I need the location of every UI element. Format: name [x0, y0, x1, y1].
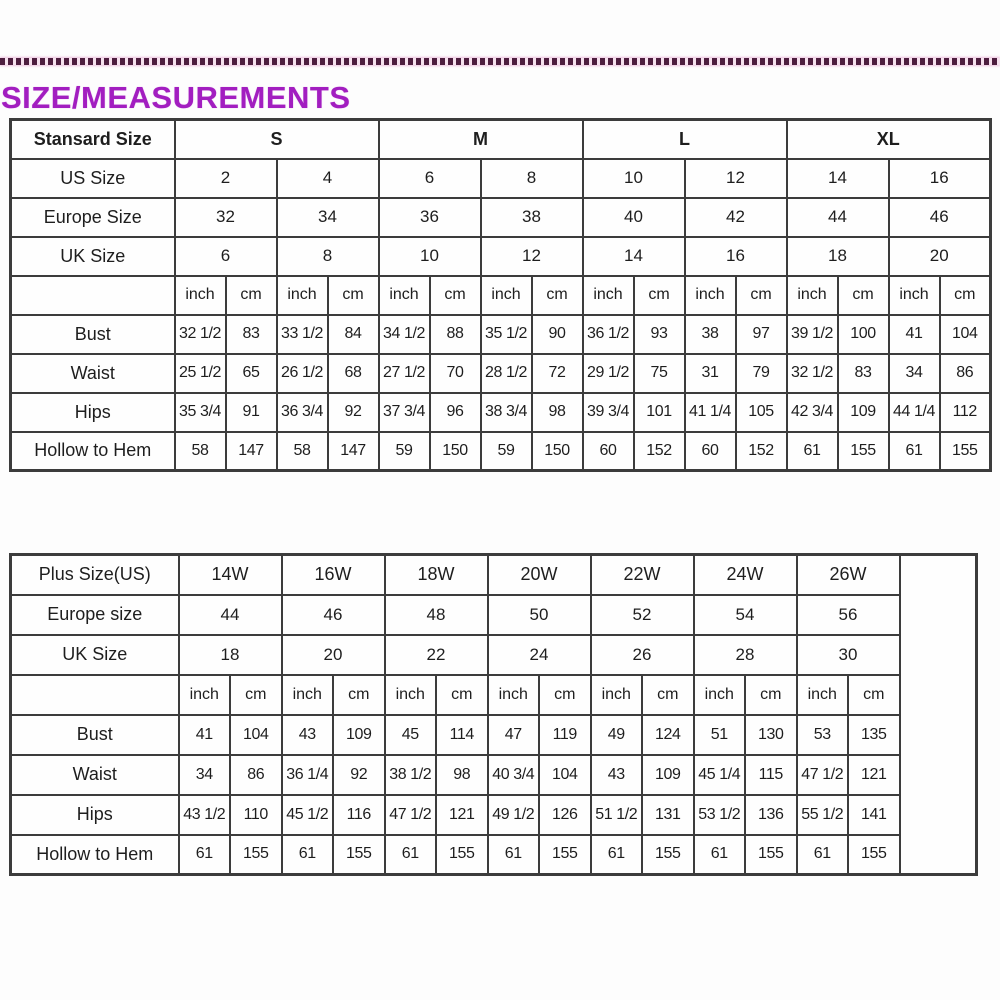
measure-value-cell: 53 1/2 [694, 795, 746, 835]
unit-cell: inch [583, 276, 634, 315]
unit-cell: inch [175, 276, 226, 315]
size-header-cell: 22W [591, 555, 694, 595]
measure-value-cell: 155 [539, 835, 591, 875]
measure-value-cell: 152 [736, 432, 787, 471]
measure-value-cell: 45 1/2 [282, 795, 334, 835]
size-value-cell: 38 [481, 198, 583, 237]
size-header-cell: S [175, 120, 379, 159]
measure-value-cell: 90 [532, 315, 583, 354]
measure-value-cell: 97 [736, 315, 787, 354]
measure-value-cell: 155 [333, 835, 385, 875]
size-value-cell: 44 [787, 198, 889, 237]
measure-value-cell: 61 [488, 835, 540, 875]
unit-cell: cm [532, 276, 583, 315]
measure-value-cell: 124 [642, 715, 694, 755]
measure-value-cell: 61 [787, 432, 838, 471]
measure-value-cell: 31 [685, 354, 736, 393]
row-label [11, 276, 175, 315]
unit-cell: inch [481, 276, 532, 315]
size-value-cell: 26 [591, 635, 694, 675]
measure-value-cell: 28 1/2 [481, 354, 532, 393]
measure-value-cell: 109 [333, 715, 385, 755]
measure-value-cell: 36 1/4 [282, 755, 334, 795]
measure-value-cell: 42 3/4 [787, 393, 838, 432]
measure-value-cell: 83 [838, 354, 889, 393]
size-header-cell: 20W [488, 555, 591, 595]
table-row [11, 120, 991, 159]
measure-value-cell: 34 [889, 354, 940, 393]
table-row [11, 315, 991, 354]
unit-cell: inch [787, 276, 838, 315]
measure-value-cell: 93 [634, 315, 685, 354]
row-label: Hollow to Hem [11, 835, 179, 875]
size-value-cell: 34 [277, 198, 379, 237]
size-value-cell: 4 [277, 159, 379, 198]
measure-value-cell: 121 [436, 795, 488, 835]
unit-cell: inch [685, 276, 736, 315]
measure-value-cell: 41 [889, 315, 940, 354]
measure-value-cell: 109 [838, 393, 889, 432]
table-row [11, 276, 991, 315]
unit-cell: inch [277, 276, 328, 315]
measure-value-cell: 61 [385, 835, 437, 875]
measure-value-cell: 43 1/2 [179, 795, 231, 835]
measure-value-cell: 41 1/4 [685, 393, 736, 432]
measure-value-cell: 136 [745, 795, 797, 835]
size-value-cell: 12 [685, 159, 787, 198]
measure-value-cell: 59 [481, 432, 532, 471]
measure-value-cell: 61 [591, 835, 643, 875]
size-header-cell: XL [787, 120, 991, 159]
measure-value-cell: 104 [539, 755, 591, 795]
measure-value-cell: 25 1/2 [175, 354, 226, 393]
measure-value-cell: 35 3/4 [175, 393, 226, 432]
measure-value-cell: 84 [328, 315, 379, 354]
measure-value-cell: 155 [436, 835, 488, 875]
measure-value-cell: 39 1/2 [787, 315, 838, 354]
measure-value-cell: 86 [940, 354, 991, 393]
measure-value-cell: 33 1/2 [277, 315, 328, 354]
size-value-cell: 40 [583, 198, 685, 237]
row-label: UK Size [11, 237, 175, 276]
size-value-cell: 56 [797, 595, 900, 635]
size-value-cell: 42 [685, 198, 787, 237]
unit-cell: inch [179, 675, 231, 715]
size-value-cell: 36 [379, 198, 481, 237]
corner-label: Plus Size(US) [11, 555, 179, 595]
measure-value-cell: 92 [333, 755, 385, 795]
unit-cell: inch [488, 675, 540, 715]
measure-value-cell: 112 [940, 393, 991, 432]
measure-value-cell: 41 [179, 715, 231, 755]
measure-value-cell: 32 1/2 [175, 315, 226, 354]
size-header-cell: 16W [282, 555, 385, 595]
measure-value-cell: 38 [685, 315, 736, 354]
measure-value-cell: 45 1/4 [694, 755, 746, 795]
measure-value-cell: 83 [226, 315, 277, 354]
unit-cell: inch [889, 276, 940, 315]
measure-value-cell: 116 [333, 795, 385, 835]
measure-value-cell: 61 [282, 835, 334, 875]
standard-size-table-container [9, 118, 992, 472]
measure-value-cell: 34 [179, 755, 231, 795]
measure-value-cell: 36 3/4 [277, 393, 328, 432]
table-row [11, 835, 977, 875]
measure-value-cell: 58 [277, 432, 328, 471]
plus-size-table [9, 553, 978, 876]
table-row [11, 675, 977, 715]
table-row [11, 555, 977, 595]
size-value-cell: 18 [179, 635, 282, 675]
measure-value-cell: 72 [532, 354, 583, 393]
size-value-cell: 46 [889, 198, 991, 237]
size-value-cell: 48 [385, 595, 488, 635]
measure-value-cell: 60 [685, 432, 736, 471]
table-row [11, 198, 991, 237]
size-value-cell: 46 [282, 595, 385, 635]
size-value-cell: 2 [175, 159, 277, 198]
measure-value-cell: 43 [591, 755, 643, 795]
measure-value-cell: 44 1/4 [889, 393, 940, 432]
size-header-cell: L [583, 120, 787, 159]
row-label: Waist [11, 354, 175, 393]
measure-value-cell: 27 1/2 [379, 354, 430, 393]
page-title: SIZE/MEASUREMENTS [1, 80, 351, 115]
measure-value-cell: 92 [328, 393, 379, 432]
measure-value-cell: 61 [694, 835, 746, 875]
size-value-cell: 14 [583, 237, 685, 276]
size-header-cell: 26W [797, 555, 900, 595]
measure-value-cell: 98 [532, 393, 583, 432]
measure-value-cell: 121 [848, 755, 900, 795]
row-label: Hollow to Hem [11, 432, 175, 471]
dashed-divider [0, 58, 1000, 65]
measure-value-cell: 104 [940, 315, 991, 354]
measure-value-cell: 115 [745, 755, 797, 795]
measure-value-cell: 126 [539, 795, 591, 835]
table-row [11, 755, 977, 795]
row-label: Hips [11, 795, 179, 835]
measure-value-cell: 29 1/2 [583, 354, 634, 393]
size-value-cell: 52 [591, 595, 694, 635]
size-value-cell: 8 [481, 159, 583, 198]
measure-value-cell: 100 [838, 315, 889, 354]
measure-value-cell: 43 [282, 715, 334, 755]
measure-value-cell: 26 1/2 [277, 354, 328, 393]
table-row [11, 595, 977, 635]
size-value-cell: 14 [787, 159, 889, 198]
unit-cell: cm [333, 675, 385, 715]
unit-cell: inch [385, 675, 437, 715]
unit-cell: inch [797, 675, 849, 715]
measure-value-cell: 68 [328, 354, 379, 393]
unit-cell: inch [591, 675, 643, 715]
table-row [11, 354, 991, 393]
table-row [11, 159, 991, 198]
table-row [11, 432, 991, 471]
measure-value-cell: 104 [230, 715, 282, 755]
unit-cell: cm [539, 675, 591, 715]
table-row [11, 795, 977, 835]
measure-value-cell: 155 [745, 835, 797, 875]
unit-cell: cm [436, 675, 488, 715]
measure-value-cell: 155 [838, 432, 889, 471]
measure-value-cell: 114 [436, 715, 488, 755]
size-value-cell: 16 [685, 237, 787, 276]
size-value-cell: 12 [481, 237, 583, 276]
measure-value-cell: 53 [797, 715, 849, 755]
row-label: Europe Size [11, 198, 175, 237]
unit-cell: cm [634, 276, 685, 315]
empty-cell [900, 555, 977, 875]
measure-value-cell: 60 [583, 432, 634, 471]
size-value-cell: 50 [488, 595, 591, 635]
row-label: Bust [11, 715, 179, 755]
measure-value-cell: 40 3/4 [488, 755, 540, 795]
unit-cell: inch [694, 675, 746, 715]
table-row [11, 635, 977, 675]
size-header-cell: 18W [385, 555, 488, 595]
unit-cell: cm [430, 276, 481, 315]
measure-value-cell: 147 [328, 432, 379, 471]
measure-value-cell: 59 [379, 432, 430, 471]
row-label: Europe size [11, 595, 179, 635]
row-label: UK Size [11, 635, 179, 675]
unit-cell: cm [328, 276, 379, 315]
measure-value-cell: 131 [642, 795, 694, 835]
measure-value-cell: 155 [642, 835, 694, 875]
table-row [11, 715, 977, 755]
measure-value-cell: 45 [385, 715, 437, 755]
measure-value-cell: 70 [430, 354, 481, 393]
size-value-cell: 30 [797, 635, 900, 675]
measure-value-cell: 119 [539, 715, 591, 755]
measure-value-cell: 109 [642, 755, 694, 795]
size-header-cell: 14W [179, 555, 282, 595]
measure-value-cell: 101 [634, 393, 685, 432]
measure-value-cell: 79 [736, 354, 787, 393]
size-value-cell: 22 [385, 635, 488, 675]
measure-value-cell: 34 1/2 [379, 315, 430, 354]
row-label: US Size [11, 159, 175, 198]
size-value-cell: 28 [694, 635, 797, 675]
row-label [11, 675, 179, 715]
measure-value-cell: 61 [179, 835, 231, 875]
size-value-cell: 44 [179, 595, 282, 635]
unit-cell: cm [848, 675, 900, 715]
measure-value-cell: 86 [230, 755, 282, 795]
size-value-cell: 54 [694, 595, 797, 635]
measure-value-cell: 49 [591, 715, 643, 755]
measure-value-cell: 47 [488, 715, 540, 755]
measure-value-cell: 135 [848, 715, 900, 755]
size-value-cell: 6 [175, 237, 277, 276]
row-label: Waist [11, 755, 179, 795]
measure-value-cell: 65 [226, 354, 277, 393]
measure-value-cell: 105 [736, 393, 787, 432]
plus-size-table-container [9, 553, 978, 876]
size-value-cell: 32 [175, 198, 277, 237]
table-row [11, 393, 991, 432]
measure-value-cell: 91 [226, 393, 277, 432]
measure-value-cell: 147 [226, 432, 277, 471]
measure-value-cell: 75 [634, 354, 685, 393]
measure-value-cell: 58 [175, 432, 226, 471]
unit-cell: cm [642, 675, 694, 715]
measure-value-cell: 51 1/2 [591, 795, 643, 835]
size-value-cell: 10 [583, 159, 685, 198]
row-label: Hips [11, 393, 175, 432]
unit-cell: cm [940, 276, 991, 315]
measure-value-cell: 150 [430, 432, 481, 471]
measure-value-cell: 155 [230, 835, 282, 875]
measure-value-cell: 88 [430, 315, 481, 354]
measure-value-cell: 51 [694, 715, 746, 755]
measure-value-cell: 47 1/2 [797, 755, 849, 795]
unit-cell: cm [745, 675, 797, 715]
size-header-cell: M [379, 120, 583, 159]
row-label: Bust [11, 315, 175, 354]
measure-value-cell: 36 1/2 [583, 315, 634, 354]
measure-value-cell: 32 1/2 [787, 354, 838, 393]
measure-value-cell: 96 [430, 393, 481, 432]
size-value-cell: 20 [282, 635, 385, 675]
measure-value-cell: 37 3/4 [379, 393, 430, 432]
measure-value-cell: 155 [848, 835, 900, 875]
unit-cell: cm [838, 276, 889, 315]
measure-value-cell: 49 1/2 [488, 795, 540, 835]
measure-value-cell: 39 3/4 [583, 393, 634, 432]
measure-value-cell: 150 [532, 432, 583, 471]
unit-cell: inch [282, 675, 334, 715]
measure-value-cell: 61 [797, 835, 849, 875]
measure-value-cell: 61 [889, 432, 940, 471]
measure-value-cell: 110 [230, 795, 282, 835]
standard-size-table [9, 118, 992, 472]
measure-value-cell: 98 [436, 755, 488, 795]
measure-value-cell: 47 1/2 [385, 795, 437, 835]
size-value-cell: 6 [379, 159, 481, 198]
size-value-cell: 18 [787, 237, 889, 276]
table-row [11, 237, 991, 276]
size-header-cell: 24W [694, 555, 797, 595]
size-value-cell: 20 [889, 237, 991, 276]
corner-label: Stansard Size [11, 120, 175, 159]
unit-cell: cm [230, 675, 282, 715]
measure-value-cell: 155 [940, 432, 991, 471]
size-value-cell: 8 [277, 237, 379, 276]
measure-value-cell: 152 [634, 432, 685, 471]
measure-value-cell: 38 1/2 [385, 755, 437, 795]
measure-value-cell: 55 1/2 [797, 795, 849, 835]
measure-value-cell: 141 [848, 795, 900, 835]
measure-value-cell: 35 1/2 [481, 315, 532, 354]
unit-cell: inch [379, 276, 430, 315]
measure-value-cell: 130 [745, 715, 797, 755]
size-value-cell: 24 [488, 635, 591, 675]
measure-value-cell: 38 3/4 [481, 393, 532, 432]
unit-cell: cm [736, 276, 787, 315]
size-value-cell: 10 [379, 237, 481, 276]
unit-cell: cm [226, 276, 277, 315]
size-value-cell: 16 [889, 159, 991, 198]
